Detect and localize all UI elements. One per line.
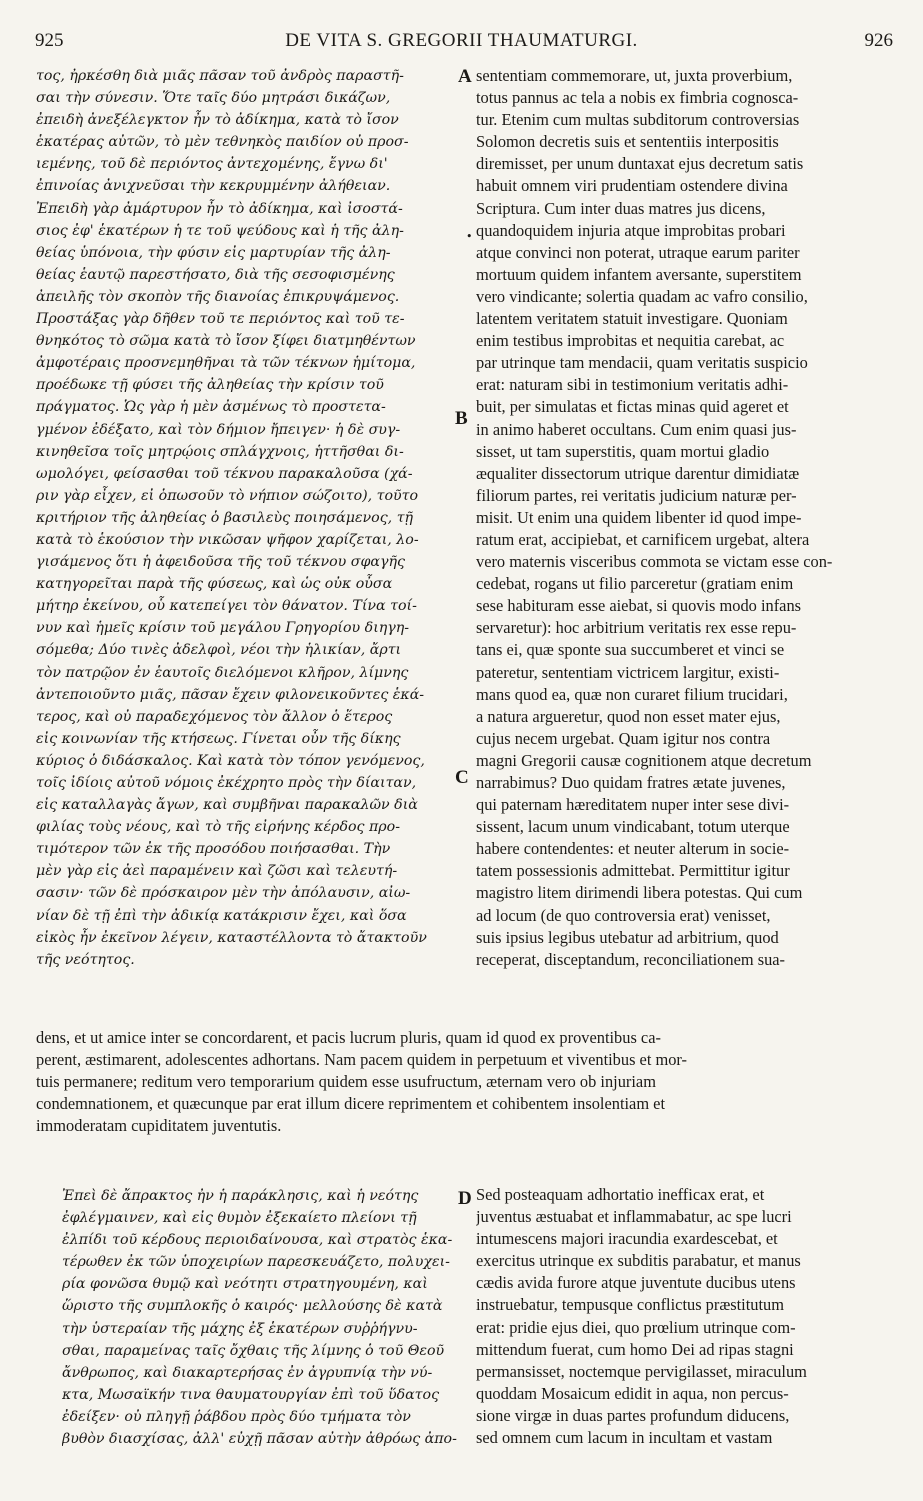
latin-text-line: instruebatur, tempusque conflictus præstitutum — [476, 1295, 784, 1315]
latin-text-line: habere contendentes: et neuter alterum in socie- — [476, 839, 790, 859]
greek-text-line: φιλίας τοὺς νέους, καὶ τὸ τῆς εἰρήνης κέρδος προ- — [36, 819, 400, 836]
latin-text-line: ad locum (de quo controversia erat) venisset, — [476, 905, 771, 925]
latin-text-line: filiorum partes, rei veritatis judicium naturæ per- — [476, 485, 797, 505]
latin-text-line: magni Gregorii causæ cognitionem atque decretum — [476, 750, 812, 770]
greek-text-line: θείας ἑαυτῷ παρεστήσατο, διὰ τῆς σεσοφισμένης — [36, 266, 395, 283]
latin-text-line: dens, et ut amice inter se concordarent, et pacis lucrum pluris, quam id quod ex proventibus ca- — [36, 1028, 661, 1047]
latin-text-line: sed omnem cum lacum in incultam et vastam — [476, 1428, 773, 1448]
greek-column-upper — [36, 68, 456, 974]
latin-text-line: vero maternis visceribus commota se victam esse con- — [476, 552, 833, 572]
greek-text-line: σθαι, παραμείνας ταῖς ὄχθαις τῆς λίμνης ὁ τοῦ Θεοῦ — [62, 1342, 445, 1359]
greek-text-line: σιος ἐφ' ἑκατέρων ἡ τε τοῦ ψεύδους καὶ ἡ τῆς ἀλη- — [36, 222, 404, 239]
greek-text-line: κριτήριον τῆς ἀληθείας ὁ βασιλεὺς ποιησάμενος, τῇ — [36, 509, 414, 526]
latin-full-width-paragraph — [36, 1028, 896, 1138]
greek-text-line: νυν καὶ ἡμεῖς κρίσιν τοῦ μεγάλου Γρηγορίου διηγη- — [36, 620, 410, 637]
greek-text-line: κατηγορεῖται παρὰ τῆς φύσεως, καὶ ὡς οὐκ οὖσα — [36, 576, 393, 593]
latin-text-line: cujus necem urgebat. Quam igitur nos contra — [476, 728, 771, 748]
latin-text-line: pateretur, sententiam victricem largitur, existi- — [476, 662, 780, 682]
latin-text-line: receperat, disceptandum, reconciliationem sua- — [476, 949, 786, 969]
greek-text-line: μὲν γὰρ εἰς ἀεὶ παραμένειν καὶ ζῶσι καὶ τελευτή- — [36, 863, 398, 880]
latin-text-line: Sed posteaquam adhortatio inefficax erat, et — [476, 1185, 765, 1204]
greek-text-line: τοῖς ἰδίοις αὐτοῦ νόμοις ἐκέχρητο πρὸς τὴν δίαιταν, — [36, 775, 417, 791]
latin-text-line: quandoquidem injuria atque improbitas probari — [476, 220, 786, 240]
latin-text-line: tans ei, quæ sponte sua succumberet et vinci se — [476, 640, 785, 660]
latin-text-line: tuis permanere; reditum vero temporarium quidem esse usufructum, æternam vero ob injuriam — [36, 1072, 656, 1092]
greek-text-line: σόμεθα; Δύο τινὲς ἀδελφοὶ, νέοι τὴν ἡλικίαν, ἄρτι — [36, 642, 402, 659]
greek-text-line: ἐπινοίας ἀνιχνεῦσαι τὴν κεκρυμμένην ἀλήθειαν. — [36, 178, 391, 195]
greek-text-line: ωμολόγει, φείσασθαι τοῦ τέκνου παρακαλοῦσα (χά- — [36, 465, 413, 482]
latin-text-line: suis ipsius legibus utebatur ad arbitrium, quod — [476, 927, 779, 947]
greek-text-line: τῆς νεότητος. — [36, 951, 135, 968]
greek-text-line: σαι τὴν σύνεσιν. Ὅτε ταῖς δύο μητράσι δικάζων, — [36, 90, 391, 107]
running-title: DE VITA S. GREGORII THAUMATURGI. — [285, 30, 638, 51]
latin-text-line: immoderatam cupiditatem juventutis. — [36, 1116, 282, 1136]
latin-text-line: sione virgæ in duas partes profundum diducens, — [476, 1405, 790, 1425]
latin-column-upper — [476, 66, 896, 972]
greek-text-line: προέδωκε τῇ φύσει τῆς ἀληθείας τὴν κρίσιν τοῦ — [36, 377, 384, 394]
latin-text-line: misit. Ut enim una quidem libenter id quod impe- — [476, 507, 802, 527]
latin-text-line: qui paternam hæreditatem nuper inter sese divi- — [476, 795, 790, 815]
latin-text-line: par utrinque tam mendacii, quam veritatis suspicio — [476, 353, 808, 373]
greek-text-line: τερος, καὶ οὐ παραδεχόμενος τὸν ἄλλον ὁ ἕτερος — [36, 708, 393, 725]
latin-text-line: mittendum fuerat, cum homo Dei ad ripas stagni — [476, 1339, 794, 1359]
latin-text-line: mortuum quidem infantem aversante, superstitem — [476, 264, 802, 284]
greek-text-line: εἰς καταλλαγὰς ἄγων, καὶ συμβῆναι παρακαλῶν διὰ — [36, 797, 418, 814]
latin-text-line: sententiam commemorare, ut, juxta proverbium, — [476, 66, 793, 85]
latin-text-line: habuit omnem viri prudentiam ostendere divina — [476, 176, 788, 196]
greek-text-line: ριν γὰρ εἶχεν, εἰ ὁπωσοῦν τὸ νήπιον σώζοιτο), τοῦτο — [36, 487, 419, 504]
latin-text-line: perent, æstimarent, adolescentes adhortans. Nam pacem quidem in perpetuum et viventibus et mor- — [36, 1050, 688, 1070]
latin-text-line: narrabimus? Duo quidam fratres ætate juvenes, — [476, 773, 786, 792]
greek-text-line: ἑκατέρας αὐτῶν, τὸ μὲν τεθνηκὸς παιδίον οὐ προσ- — [36, 134, 409, 151]
latin-text-line: erat: pridie ejus diei, quo prœlium utrinque com- — [476, 1317, 796, 1337]
greek-text-line: ἐλπίδι τοῦ κέρδους περιοιδαίνουσα, καὶ στρατὸς ἑκα- — [62, 1232, 453, 1249]
page-number-left: 925 — [35, 30, 64, 51]
greek-text-line: ρία φονῶσα θυμῷ καὶ νεότητι στρατηγουμένη, καὶ — [62, 1276, 428, 1293]
margin-marker-c: C — [455, 767, 469, 788]
greek-text-line: τέρωθεν ἐκ τῶν ὑποχειρίων παρεσκευάζετο, πολυχει- — [62, 1254, 450, 1271]
latin-text-line: Solomon decretis suis et sententiis interpositis — [476, 132, 779, 152]
latin-text-line: exercitus utrinque ex subditis parabatur, et manus — [476, 1251, 801, 1271]
greek-text-line: κατὰ τὸ ἑκούσιον τὴν νικῶσαν ψῆφον χαρίζεται, λο- — [36, 531, 419, 548]
greek-text-line: ιεμένης, τοῦ δὲ περιόντος ἀντεχομένης, ἔγνω δι' — [36, 156, 388, 173]
greek-text-line: Ἐπεὶ δὲ ἄπρακτος ἦν ἡ παράκλησις, καὶ ἡ νεότης — [62, 1188, 419, 1204]
greek-text-line: νίαν δὲ τῇ ἐπὶ τὴν ἀδικίᾳ κατάκρισιν ἔχει, καὶ ὅσα — [36, 907, 407, 924]
running-header — [0, 30, 923, 56]
greek-text-line: Προστάξας γὰρ δῆθεν τοῦ τε περιόντος καὶ τοῦ τε- — [36, 311, 405, 328]
latin-text-line: cædis avida furore atque juventute ducibus utens — [476, 1273, 796, 1293]
greek-text-line: θνηκότος τὸ σῶμα κατὰ τὸ ἴσον ξίφει διατμηθέντων — [36, 333, 416, 350]
greek-text-line: κύριος ὁ διδάσκαλος. Καὶ κατὰ τὸν τόπον γενόμενος, — [36, 752, 425, 769]
latin-text-line: in animo haberet occultans. Cum enim quasi jus- — [476, 419, 797, 439]
greek-text-line: ἀπειλῆς τὸν σκοπὸν τῆς διανοίας ἐπικρυψάμενος. — [36, 288, 400, 305]
greek-text-line: σασιν· τῶν δὲ πρόσκαιρον μὲν τὴν ἀπόλαυσιν, αἰω- — [36, 885, 411, 902]
latin-text-line: latentem veritatem statuit investigare. Quoniam — [476, 309, 788, 329]
latin-text-line: a natura argueretur, quod non esset mater ejus, — [476, 706, 781, 726]
margin-marker-d: D — [458, 1188, 472, 1209]
latin-text-line: servaretur): hoc arbitrium veritatis rex esse repu- — [476, 618, 797, 638]
latin-text-line: sese habituram esse aiebat, si quovis modo infans — [476, 596, 802, 616]
latin-text-line: buit, per simulatas et fictas minas quid ageret et — [476, 397, 789, 417]
latin-text-line: vero vindicante; solertia quadam ac vafro consilio, — [476, 286, 808, 306]
greek-text-line: ἐπειδὴ ἀνεξέλεγκτον ἦν τὸ ἀδίκημα, κατὰ τὸ ἴσον — [36, 112, 399, 129]
greek-text-line: τος, ἠρκέσθη διὰ μιᾶς πᾶσαν τοῦ ἀνδρὸς παραστῆ- — [36, 68, 404, 84]
latin-text-line: æqualiter dissectorum utrique darentur dimidiatæ — [476, 463, 800, 483]
margin-marker-a: A — [458, 66, 472, 87]
greek-text-line: τιμότερον τῶν ἐκ τῆς προσόδου ποιήσασθαι. Τὴν — [36, 841, 391, 858]
latin-text-line: condemnationem, et quæcunque par erat illum dicere reprimentem et cohibentem insolentiam et — [36, 1094, 665, 1114]
latin-text-line: atque convinci non poterat, utraque earum pariter — [476, 242, 800, 262]
greek-text-line: τὴν ὑστεραίαν τῆς μάχης ἐξ ἑκατέρων συῤῥήγνυ- — [62, 1320, 418, 1337]
page-number-right: 926 — [864, 30, 893, 51]
greek-text-line: κτα, Μωσαϊκήν τινα θαυματουργίαν ἐπὶ τοῦ ὕδατος — [62, 1386, 440, 1403]
latin-text-line: diremisset, per unum duntaxat ejus decretum satis — [476, 154, 804, 174]
greek-text-line: γισάμενος ὅτι ἡ ἀφειδοῦσα τῆς τοῦ τέκνου σφαγῆς — [36, 554, 405, 571]
latin-text-line: enim testibus improbitas et nequitia carebat, ac — [476, 331, 785, 351]
greek-text-line: ἐφλέγμαινεν, καὶ εἰς θυμὸν ἐξεκαίετο πλείονι τῇ — [62, 1210, 417, 1227]
latin-text-line: tatem possessionis admittebat. Permittitur igitur — [476, 861, 790, 881]
greek-column-lower — [62, 1188, 458, 1453]
greek-text-line: Ἐπειδὴ γὰρ ἀμάρτυρον ἦν τὸ ἀδίκημα, καὶ ἰσοστά- — [36, 200, 403, 217]
margin-marker-b: B — [455, 408, 468, 429]
greek-text-line: εἰκὸς ἦν ἐκεῖνον λέγειν, καταστέλλοντα τὸ ἄτακτοῦν — [36, 929, 427, 946]
latin-text-line: erat: naturam sibi in testimonium veritatis adhi- — [476, 375, 789, 395]
latin-text-line: permansisset, noctemque pervigilasset, miraculum — [476, 1361, 807, 1381]
latin-text-line: Scriptura. Cum inter duas matres jus dicens, — [476, 198, 766, 218]
greek-text-line: πράγματος. Ὡς γὰρ ἡ μὲν ἀσμένως τὸ προστετα- — [36, 399, 386, 416]
latin-text-line: cedebat, rogans ut filio parceretur (gratiam enim — [476, 574, 794, 594]
greek-text-line: βυθὸν διασχίσας, ἀλλ' εὐχῇ πᾶσαν αὐτὴν ἀθρόως ἀπο- — [62, 1431, 457, 1448]
greek-text-line: ἀμφοτέραις προσνεμηθῆναι τὰ τῶν τέκνων ἡμίτομα, — [36, 355, 416, 372]
latin-text-line: intumescens majori iracundia exardescebat, et — [476, 1229, 778, 1249]
latin-text-line: totus pannus ac tela a nobis ex fimbria cognosca- — [476, 88, 799, 108]
latin-text-line: juventus æstuabat et inflammabatur, ac spe lucri — [476, 1207, 792, 1227]
margin-asterisk: • — [466, 230, 473, 243]
latin-text-line: magistro litem dirimendi libera potestas. Qui cum — [476, 883, 803, 903]
latin-text-line: sissent, lacum unum vindicabant, totum uterque — [476, 817, 790, 837]
greek-text-line: ἄνθρωπος, καὶ διακαρτερήσας ἐν ἀγρυπνίᾳ τὴν νύ- — [62, 1364, 433, 1381]
greek-text-line: ἐδείξεν· οὐ πληγῇ ῥάβδου πρὸς δύο τμήματα τὸν — [62, 1408, 411, 1425]
latin-text-line: quoddam Mosaicum edidit in aqua, non percus- — [476, 1383, 789, 1403]
greek-text-line: κινηθεῖσα τοῖς μητρῴοις σπλάγχνοις, ἡττῆσθαι δι- — [36, 443, 404, 460]
greek-text-line: τὸν πατρῷον ἐν ἑαυτοῖς διελόμενοι κλῆρον, λίμνης — [36, 664, 409, 681]
latin-column-lower — [476, 1185, 896, 1450]
latin-text-line: sisset, ut tam superstitis, quam mortui gladio — [476, 441, 770, 461]
latin-text-line: mans quod ea, quæ non curaret filium trucidari, — [476, 684, 788, 704]
latin-text-line: tur. Etenim cum multas subditorum controversias — [476, 110, 800, 130]
latin-text-line: ratum erat, accipiebat, et carnificem urgebat, altera — [476, 529, 810, 549]
greek-text-line: μήτηρ ἐκείνου, οὗ κατεπείγει τὸν θάνατον. Τίνα τοί- — [36, 598, 417, 615]
greek-text-line: γμένον ἐδέξατο, καὶ τὸν δήμιον ἤπειγεν· ἡ δὲ συγ- — [36, 421, 401, 438]
greek-text-line: ἀντεποιοῦντο μιᾶς, πᾶσαν ἔχειν φιλονεικοῦντες ἑκά- — [36, 686, 425, 703]
greek-text-line: εἰς κοινωνίαν τῆς κτήσεως. Γίνεται οὖν τῆς δίκης — [36, 730, 401, 747]
greek-text-line: θείας ὑπόνοια, τὴν φύσιν εἰς μαρτυρίαν τῆς ἀλη- — [36, 244, 391, 261]
greek-text-line: ὥριστο τῆς συμπλοκῆς ὁ καιρός· μελλούσης δὲ κατὰ — [62, 1298, 443, 1315]
